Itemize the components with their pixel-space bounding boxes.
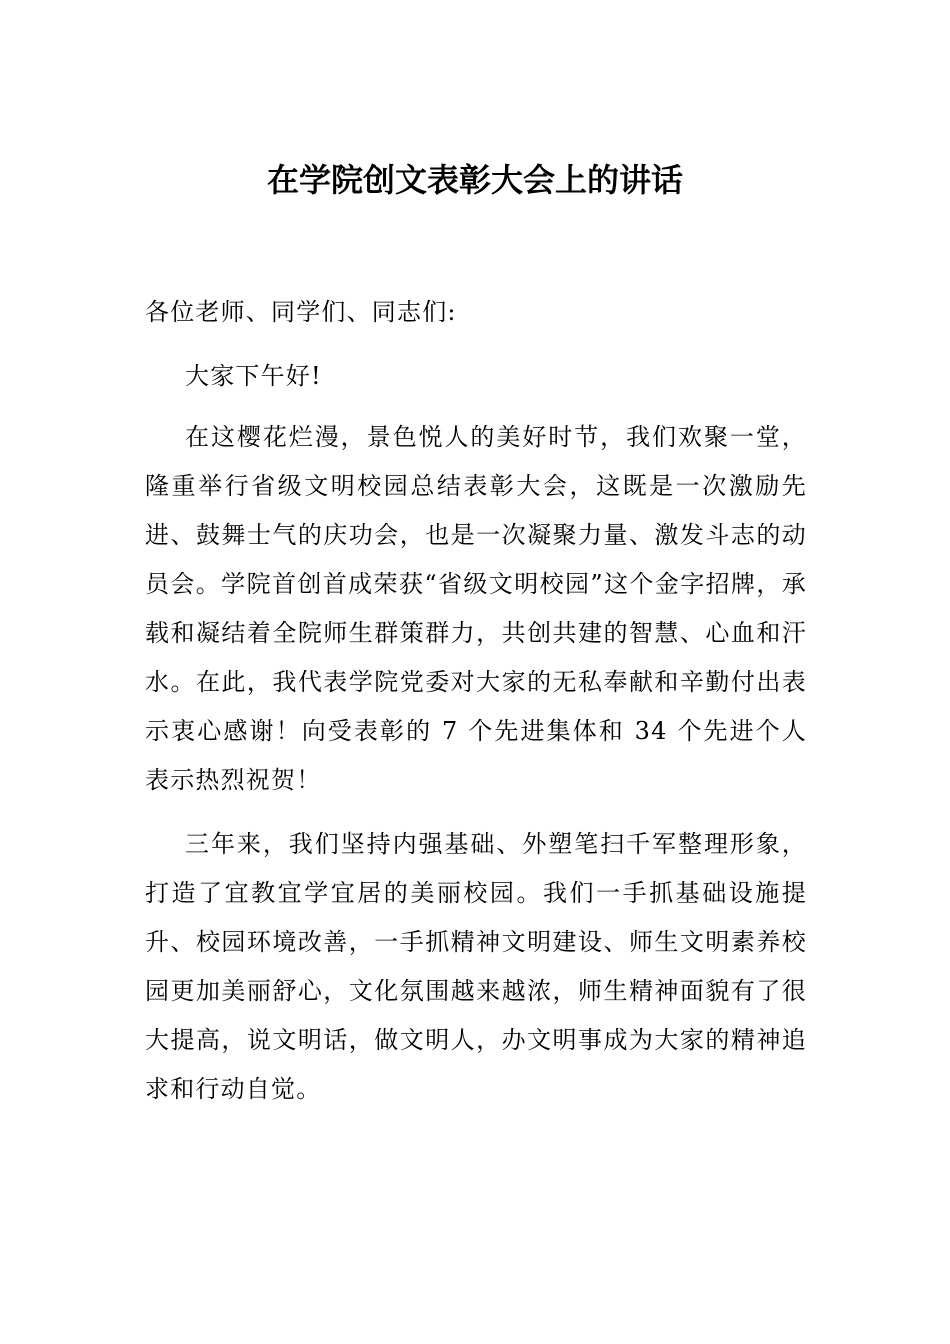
document-title: 在学院创文表彰大会上的讲话	[266, 161, 683, 199]
paragraph-1: 在这樱花烂漫，景色悦人的美好时节，我们欢聚一堂，隆重举行省级文明校园总结表彰大会，这既是一次激励先进、鼓舞士气的庆功会，也是一次凝聚力量、激发斗志的动员会。学院首创首成荣获“省级文明校园”这个金字招牌，承载和凝结着全院师生群策群力，共创共建的智慧、心血和汗水。在此，我代表学院党委对大家的无私奉献和辛勤付出表示衷心感谢！向受表彰的 7 个先进集体和 34 个先进个人表示热烈祝贺！	[145, 423, 807, 794]
paragraph-2: 三年来，我们坚持内强基础、外塑笔扫千军整理形象，打造了宜教宜学宜居的美丽校园。我们一手抓基础设施提升、校园环境改善，一手抓精神文明建设、师生文明素养校园更加美丽舒心，文化氛围越来越浓，师生精神面貌有了很大提高，说文明话，做文明人，办文明事成为大家的精神追求和行动自觉。	[145, 830, 807, 1103]
greeting: 大家下午好!	[185, 362, 322, 390]
salutation: 各位老师、同学们、同志们:	[145, 298, 457, 326]
